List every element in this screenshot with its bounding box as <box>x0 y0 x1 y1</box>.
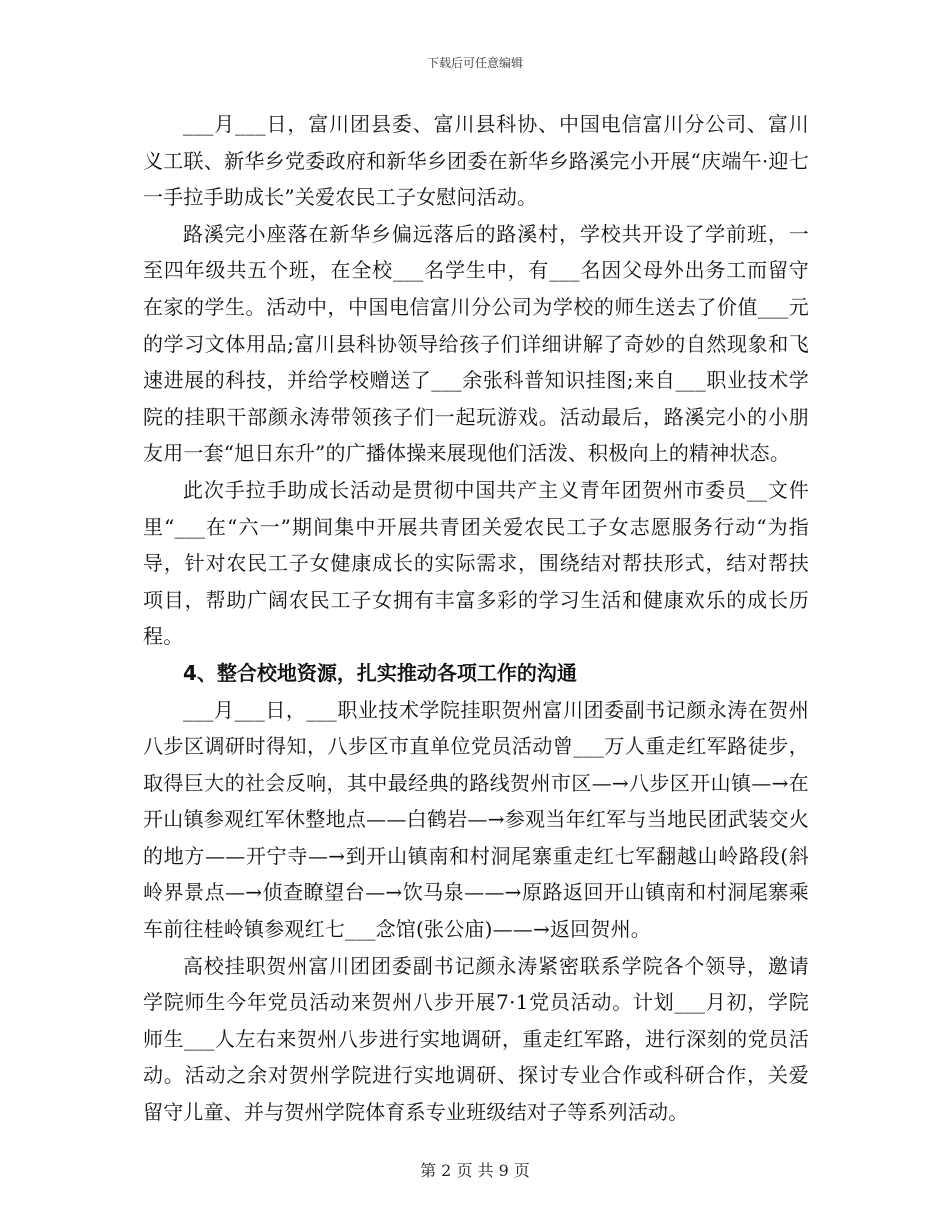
paragraph-5: 高校挂职贺州富川团团委副书记颜永涛紧密联系学院各个领导，邀请学院师生今年党员活动来贺州八步开展7·1党员活动。计划___月初，学院师生___人左右来贺州八步进行实地调研，重走红军路，进行深刻的党员活动。活动之余对贺州学院进行实地调研、探讨专业合作或科研合作，关爱留守儿童、并与贺州学院体育系专业班级结对子等系列活动。 <box>143 953 809 1125</box>
page-number: 第 2 页 共 9 页 <box>420 1161 530 1180</box>
page-header: 下载后可任意编辑 <box>426 56 523 70</box>
section-heading: 4、整合校地资源，扎实推动各项工作的沟通 <box>183 660 577 685</box>
paragraph-1: ___月___日，富川团县委、富川县科协、中国电信富川分公司、富川义工联、新华乡党委政府和新华乡团委在新华乡路溪完小开展“庆端午·迎七一手拉手助成长”关爱农民工子女慰问活动。 <box>143 112 809 210</box>
paragraph-2: 路溪完小座落在新华乡偏远落后的路溪村，学校共开设了学前班，一至四年级共五个班，在全校___名学生中，有___名因父母外出务工而留守在家的学生。活动中，中国电信富川分公司为学校的师生送去了价值___元的学习文体用品;富川县科协领导给孩子们详细讲解了奇妙的自然现象和飞速进展的科技，并给学校赠送了___余张科普知识挂图;来自___职业技术学院的挂职干部颜永涛带领孩子们一起玩游戏。活动最后，路溪完小的小朋友用一套“旭日东升”的广播体操来展现他们活泼、积极向上的精神状态。 <box>143 221 809 466</box>
paragraph-4: ___月___日，___职业技术学院挂职贺州富川团委副书记颜永涛在贺州八步区调研时得知，八步区市直单位党员活动曾___万人重走红军路徒步，取得巨大的社会反响，其中最经典的路线贺州市区—→八步区开山镇—→在开山镇参观红军休整地点——白鹤岩—→参观当年红军与当地民团武装交火的地方——开宁寺—→到开山镇南和村洞尾寨重走红七军翻越山岭路段(斜岭界景点—→侦查瞭望台—→饮马泉——→原路返回开山镇南和村洞尾寨乘车前往桂岭镇参观红七___念馆(张公庙)——→返回贺州。 <box>143 697 809 942</box>
document-body <box>143 106 809 1131</box>
paragraph-3: 此次手拉手助成长活动是贯彻中国共产主义青年团贺州市委员__文件里“___在“六一”期间集中开展共青团关爱农民工子女志愿服务行动“为指导，针对农民工子女健康成长的实际需求，围绕结对帮扶形式，结对帮扶项目，帮助广阔农民工子女拥有丰富多彩的学习生活和健康欢乐的成长历程。 <box>143 477 809 649</box>
